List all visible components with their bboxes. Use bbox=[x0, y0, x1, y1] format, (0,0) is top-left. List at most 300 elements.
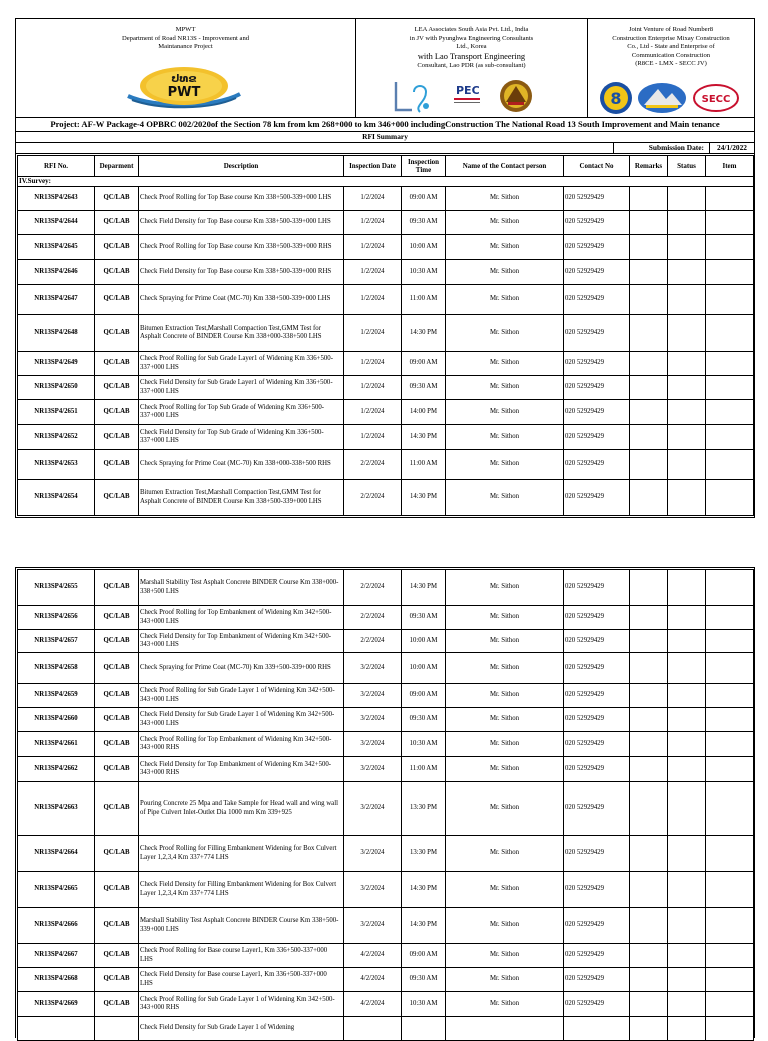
cell-inspection-date: 1/2/2024 bbox=[344, 315, 402, 352]
cell-description: Check Field Density for Top Embankment of Widening Km 342+500-343+000 LHS bbox=[139, 630, 344, 653]
cell-inspection-date: 1/2/2024 bbox=[344, 285, 402, 315]
cell-status bbox=[668, 836, 706, 872]
cell-department: QC/LAB bbox=[95, 992, 139, 1017]
cell-rfi-no: NR13SP4/2645 bbox=[18, 235, 95, 260]
table-row bbox=[18, 757, 754, 782]
cell-contact-person: Mr. Sithon bbox=[446, 376, 564, 400]
table-row bbox=[18, 708, 754, 732]
cell-rfi-no: NR13SP4/2668 bbox=[18, 968, 95, 992]
table-row bbox=[18, 992, 754, 1017]
cell-contact-person: Mr. Sithon bbox=[446, 352, 564, 376]
cell-contact-person: Mr. Sithon bbox=[446, 653, 564, 684]
table-row bbox=[18, 352, 754, 376]
cell-inspection-date: 2/2/2024 bbox=[344, 570, 402, 606]
cell-status bbox=[668, 211, 706, 235]
cell-item bbox=[706, 187, 754, 211]
cell-description: Check Spraying for Prime Coat (MC-70) Km 338+500-339+000 LHS bbox=[139, 285, 344, 315]
cell-remarks bbox=[630, 352, 668, 376]
col-description: Description bbox=[139, 156, 344, 177]
cell-contact-no bbox=[564, 1017, 630, 1041]
letterhead-contractor bbox=[588, 19, 754, 117]
cell-inspection-time: 11:00 AM bbox=[402, 450, 446, 480]
cell-description: Marshall Stability Test Asphalt Concrete BINDER Course Km 338+000-338+500 LHS bbox=[139, 570, 344, 606]
cell-inspection-time: 09:00 AM bbox=[402, 684, 446, 708]
contractor-logos-icon bbox=[588, 81, 754, 115]
cell-inspection-time: 09:00 AM bbox=[402, 944, 446, 968]
cell-item bbox=[706, 992, 754, 1017]
cell-inspection-date: 1/2/2024 bbox=[344, 400, 402, 425]
cell-rfi-no: NR13SP4/2655 bbox=[18, 570, 95, 606]
cell-item bbox=[706, 968, 754, 992]
cell-contact-no: 020 52929429 bbox=[564, 450, 630, 480]
cell-inspection-date: 2/2/2024 bbox=[344, 630, 402, 653]
cell-department: QC/LAB bbox=[95, 425, 139, 450]
cell-contact-person: Mr. Sithon bbox=[446, 235, 564, 260]
cell-item bbox=[706, 653, 754, 684]
cell-item bbox=[706, 480, 754, 516]
table-row bbox=[18, 968, 754, 992]
pwt-logo-text: PWT bbox=[167, 85, 201, 100]
cell-department: QC/LAB bbox=[95, 630, 139, 653]
cell-remarks bbox=[630, 732, 668, 757]
cell-contact-no: 020 52929429 bbox=[564, 908, 630, 944]
cell-remarks bbox=[630, 944, 668, 968]
col-department: Deparment bbox=[95, 156, 139, 177]
cell-status bbox=[668, 630, 706, 653]
cell-department: QC/LAB bbox=[95, 836, 139, 872]
col-item: Item bbox=[706, 156, 754, 177]
cell-contact-no: 020 52929429 bbox=[564, 968, 630, 992]
cell-remarks bbox=[630, 606, 668, 630]
cell-contact-person: Mr. Sithon bbox=[446, 732, 564, 757]
cell-status bbox=[668, 400, 706, 425]
cell-inspection-date: 3/2/2024 bbox=[344, 684, 402, 708]
cell-rfi-no: NR13SP4/2652 bbox=[18, 425, 95, 450]
cell-remarks bbox=[630, 450, 668, 480]
cell-department: QC/LAB bbox=[95, 211, 139, 235]
cell-inspection-time: 09:00 AM bbox=[402, 352, 446, 376]
cell-description: Check Field Density for Top Embankment of Widening Km 342+500-343+000 RHS bbox=[139, 757, 344, 782]
section-row bbox=[18, 177, 754, 187]
cell-rfi-no: NR13SP4/2664 bbox=[18, 836, 95, 872]
cell-contact-person: Mr. Sithon bbox=[446, 944, 564, 968]
cell-inspection-time: 10:00 AM bbox=[402, 653, 446, 684]
cell-status bbox=[668, 376, 706, 400]
cell-contact-person: Mr. Sithon bbox=[446, 450, 564, 480]
table-row bbox=[18, 944, 754, 968]
submission-date-row bbox=[16, 143, 754, 154]
cell-remarks bbox=[630, 836, 668, 872]
cell-inspection-date: 4/2/2024 bbox=[344, 992, 402, 1017]
cell-remarks bbox=[630, 315, 668, 352]
cell-remarks bbox=[630, 570, 668, 606]
cell-remarks bbox=[630, 708, 668, 732]
cell-inspection-time: 10:00 AM bbox=[402, 630, 446, 653]
cell-status bbox=[668, 757, 706, 782]
cell-description: Check Proof Rolling for Top Base course Km 338+500-339+000 LHS bbox=[139, 187, 344, 211]
cell-inspection-time: 14:00 PM bbox=[402, 400, 446, 425]
cell-item bbox=[706, 684, 754, 708]
cell-status bbox=[668, 187, 706, 211]
cell-item bbox=[706, 570, 754, 606]
cell-contact-no: 020 52929429 bbox=[564, 285, 630, 315]
table-row bbox=[18, 732, 754, 757]
cell-remarks bbox=[630, 260, 668, 285]
cell-contact-person: Mr. Sithon bbox=[446, 211, 564, 235]
cell-department: QC/LAB bbox=[95, 908, 139, 944]
cell-contact-person: Mr. Sithon bbox=[446, 708, 564, 732]
cell-item bbox=[706, 285, 754, 315]
cell-department: QC/LAB bbox=[95, 285, 139, 315]
lte-logo-icon bbox=[500, 80, 532, 112]
cell-remarks bbox=[630, 376, 668, 400]
cell-rfi-no: NR13SP4/2653 bbox=[18, 450, 95, 480]
cell-department: QC/LAB bbox=[95, 260, 139, 285]
cell-rfi-no bbox=[18, 1017, 95, 1041]
cell-description: Check Field Density for Top Base course Km 338+500-339+000 RHS bbox=[139, 260, 344, 285]
cell-remarks bbox=[630, 235, 668, 260]
cell-description: Check Proof Rolling for Top Sub Grade of Widening Km 336+500-337+000 LHS bbox=[139, 400, 344, 425]
cell-item bbox=[706, 211, 754, 235]
project-title: Project: AF-W Package-4 OPBRC 002/2020of the Section 78 km from km 268+000 to km 346+000 includingConstruction The National Road 13 South Improvement and Main tenance bbox=[16, 118, 754, 132]
cell-contact-no: 020 52929429 bbox=[564, 653, 630, 684]
cell-status bbox=[668, 606, 706, 630]
rfi-table bbox=[17, 155, 754, 516]
cell-description: Check Field Density for Sub Grade Layer 1 of Widening Km 342+500-343+000 LHS bbox=[139, 708, 344, 732]
cell-contact-no: 020 52929429 bbox=[564, 708, 630, 732]
cell-contact-no: 020 52929429 bbox=[564, 211, 630, 235]
cell-remarks bbox=[630, 480, 668, 516]
cell-item bbox=[706, 352, 754, 376]
cell-rfi-no: NR13SP4/2665 bbox=[18, 872, 95, 908]
cell-remarks bbox=[630, 425, 668, 450]
cell-contact-person: Mr. Sithon bbox=[446, 315, 564, 352]
table-row bbox=[18, 285, 754, 315]
cell-contact-person: Mr. Sithon bbox=[446, 425, 564, 450]
col-rfi-no: RFI No. bbox=[18, 156, 95, 177]
cell-inspection-date: 3/2/2024 bbox=[344, 872, 402, 908]
submission-date-value: 24/1/2022 bbox=[709, 143, 754, 153]
cell-contact-person: Mr. Sithon bbox=[446, 480, 564, 516]
cell-inspection-date: 3/2/2024 bbox=[344, 836, 402, 872]
cell-inspection-date: 3/2/2024 bbox=[344, 732, 402, 757]
cell-department bbox=[95, 1017, 139, 1041]
cell-status bbox=[668, 570, 706, 606]
cell-department: QC/LAB bbox=[95, 315, 139, 352]
cell-status bbox=[668, 872, 706, 908]
cell-department: QC/LAB bbox=[95, 653, 139, 684]
cell-inspection-time: 10:00 AM bbox=[402, 235, 446, 260]
cell-inspection-time: 11:00 AM bbox=[402, 757, 446, 782]
cell-inspection-time: 11:00 AM bbox=[402, 285, 446, 315]
table-header-row bbox=[18, 156, 754, 177]
cell-description: Check Spraying for Prime Coat (MC-70) Km 338+000-338+500 RHS bbox=[139, 450, 344, 480]
consultant-line-5: Consultant, Lao PDR (as sub-consultant) bbox=[417, 61, 526, 69]
cell-contact-no: 020 52929429 bbox=[564, 376, 630, 400]
cell-remarks bbox=[630, 684, 668, 708]
cell-status bbox=[668, 352, 706, 376]
summary-title: RFI Summary bbox=[16, 132, 754, 143]
contractor-line-2: Construction Enterprise Mixay Construction bbox=[612, 34, 730, 42]
cell-contact-person: Mr. Sithon bbox=[446, 992, 564, 1017]
table-row bbox=[18, 630, 754, 653]
cell-item bbox=[706, 400, 754, 425]
cell-inspection-time: 14:30 PM bbox=[402, 425, 446, 450]
cell-remarks bbox=[630, 992, 668, 1017]
cell-inspection-time: 14:30 PM bbox=[402, 570, 446, 606]
pec-logo-icon bbox=[454, 84, 480, 103]
cell-rfi-no: NR13SP4/2660 bbox=[18, 708, 95, 732]
table-row bbox=[18, 400, 754, 425]
cell-rfi-no: NR13SP4/2643 bbox=[18, 187, 95, 211]
table-row bbox=[18, 260, 754, 285]
cell-status bbox=[668, 480, 706, 516]
cell-status bbox=[668, 653, 706, 684]
cell-description: Check Proof Rolling for Top Embankment of Widening Km 342+500-343+000 RHS bbox=[139, 732, 344, 757]
cell-description: Check Proof Rolling for Filling Embankment Widening for Box Culvert Layer 1,2,3,4 Km 337+774 LHS bbox=[139, 836, 344, 872]
cell-status bbox=[668, 1017, 706, 1041]
cell-status bbox=[668, 315, 706, 352]
cell-item bbox=[706, 260, 754, 285]
cell-remarks bbox=[630, 757, 668, 782]
letterhead-consultant bbox=[356, 19, 588, 117]
cell-inspection-date: 2/2/2024 bbox=[344, 606, 402, 630]
table-row bbox=[18, 570, 754, 606]
cell-remarks bbox=[630, 285, 668, 315]
cell-remarks bbox=[630, 872, 668, 908]
cell-contact-no: 020 52929429 bbox=[564, 315, 630, 352]
cell-rfi-no: NR13SP4/2667 bbox=[18, 944, 95, 968]
table-row bbox=[18, 480, 754, 516]
table-row bbox=[18, 836, 754, 872]
cell-contact-person: Mr. Sithon bbox=[446, 782, 564, 836]
cell-status bbox=[668, 968, 706, 992]
cell-contact-no: 020 52929429 bbox=[564, 630, 630, 653]
cell-remarks bbox=[630, 187, 668, 211]
cell-inspection-date: 3/2/2024 bbox=[344, 782, 402, 836]
cell-rfi-no: NR13SP4/2663 bbox=[18, 782, 95, 836]
cell-department: QC/LAB bbox=[95, 606, 139, 630]
contractor-line-4: Communication Construction bbox=[631, 51, 711, 59]
cell-description: Marshall Stability Test Asphalt Concrete BINDER Course Km 338+500-339+000 LHS bbox=[139, 908, 344, 944]
cell-status bbox=[668, 944, 706, 968]
cell-contact-no: 020 52929429 bbox=[564, 400, 630, 425]
cell-inspection-time: 09:30 AM bbox=[402, 708, 446, 732]
cell-rfi-no: NR13SP4/2659 bbox=[18, 684, 95, 708]
pwt-logo-icon bbox=[124, 66, 244, 110]
rfi-summary-page-2 bbox=[15, 567, 755, 1038]
cell-item bbox=[706, 450, 754, 480]
cell-contact-no: 020 52929429 bbox=[564, 944, 630, 968]
cell-description: Check Proof Rolling for Sub Grade Layer 1 of Widening Km 342+500-343+000 RHS bbox=[139, 992, 344, 1017]
consultant-line-2: in JV with Pyunghwa Engineering Consultants bbox=[409, 34, 534, 42]
cell-contact-person: Mr. Sithon bbox=[446, 872, 564, 908]
cell-contact-person: Mr. Sithon bbox=[446, 285, 564, 315]
r8ce-logo-icon bbox=[600, 82, 632, 114]
cell-inspection-time: 13:30 PM bbox=[402, 836, 446, 872]
cell-contact-no: 020 52929429 bbox=[564, 992, 630, 1017]
cell-contact-no: 020 52929429 bbox=[564, 235, 630, 260]
cell-contact-no: 020 52929429 bbox=[564, 757, 630, 782]
cell-description: Check Proof Rolling for Base course Layer1, Km 336+500-337+000 LHS bbox=[139, 944, 344, 968]
cell-item bbox=[706, 708, 754, 732]
cell-status bbox=[668, 260, 706, 285]
submission-date-label: Submission Date: bbox=[613, 143, 708, 153]
table-row bbox=[18, 684, 754, 708]
cell-department: QC/LAB bbox=[95, 757, 139, 782]
contractor-line-3: Co., Ltd - State and Enterprise of bbox=[627, 43, 715, 51]
cell-inspection-time: 14:30 PM bbox=[402, 480, 446, 516]
cell-contact-no: 020 52929429 bbox=[564, 782, 630, 836]
cell-status bbox=[668, 425, 706, 450]
cell-department: QC/LAB bbox=[95, 352, 139, 376]
cell-description: Check Spraying for Prime Coat (MC-70) Km 339+500-339+000 RHS bbox=[139, 653, 344, 684]
cell-contact-person: Mr. Sithon bbox=[446, 260, 564, 285]
cell-inspection-time: 10:30 AM bbox=[402, 732, 446, 757]
cell-item bbox=[706, 315, 754, 352]
cell-inspection-date: 4/2/2024 bbox=[344, 968, 402, 992]
cell-contact-person: Mr. Sithon bbox=[446, 630, 564, 653]
table-row bbox=[18, 1017, 754, 1041]
lea-logo-icon bbox=[396, 82, 429, 112]
consultant-line-1: LEA Associates South Asia Pvt. Ltd., India bbox=[414, 26, 529, 33]
cell-contact-no: 020 52929429 bbox=[564, 872, 630, 908]
cell-inspection-time: 14:30 PM bbox=[402, 908, 446, 944]
cell-department: QC/LAB bbox=[95, 480, 139, 516]
table-row bbox=[18, 425, 754, 450]
cell-rfi-no: NR13SP4/2669 bbox=[18, 992, 95, 1017]
cell-contact-person: Mr. Sithon bbox=[446, 968, 564, 992]
cell-contact-person: Mr. Sithon bbox=[446, 757, 564, 782]
cell-status bbox=[668, 235, 706, 260]
cell-remarks bbox=[630, 782, 668, 836]
cell-item bbox=[706, 872, 754, 908]
cell-inspection-date: 3/2/2024 bbox=[344, 757, 402, 782]
cell-inspection-time: 10:30 AM bbox=[402, 260, 446, 285]
cell-remarks bbox=[630, 968, 668, 992]
cell-inspection-time: 10:30 AM bbox=[402, 992, 446, 1017]
cell-inspection-date: 1/2/2024 bbox=[344, 211, 402, 235]
cell-inspection-date: 4/2/2024 bbox=[344, 944, 402, 968]
cell-department: QC/LAB bbox=[95, 187, 139, 211]
cell-rfi-no: NR13SP4/2661 bbox=[18, 732, 95, 757]
contractor-line-5: (R8CE - LMX - SECC JV) bbox=[635, 60, 707, 68]
cell-inspection-time: 09:30 AM bbox=[402, 376, 446, 400]
cell-contact-no: 020 52929429 bbox=[564, 606, 630, 630]
cell-description: Bitumen Extraction Test,Marshall Compaction Test,GMM Test for Asphalt Concrete of BINDER Course Km 338+000-338+500 LHS bbox=[139, 315, 344, 352]
cell-contact-no: 020 52929429 bbox=[564, 570, 630, 606]
pec-logo-text: PEC bbox=[456, 84, 480, 97]
col-status: Status bbox=[668, 156, 706, 177]
cell-remarks bbox=[630, 908, 668, 944]
col-contact-person: Name of the Contact person bbox=[446, 156, 564, 177]
cell-description: Check Field Density for Filling Embankment Widening for Box Culvert Layer 1,2,3,4 Km 337+774 LHS bbox=[139, 872, 344, 908]
cell-inspection-date: 2/2/2024 bbox=[344, 480, 402, 516]
table-row bbox=[18, 872, 754, 908]
cell-item bbox=[706, 908, 754, 944]
col-contact-no: Contact No bbox=[564, 156, 630, 177]
client-line-3: Maintanance Project bbox=[158, 43, 213, 51]
cell-inspection-date: 1/2/2024 bbox=[344, 187, 402, 211]
cell-department: QC/LAB bbox=[95, 235, 139, 260]
cell-department: QC/LAB bbox=[95, 570, 139, 606]
cell-contact-person: Mr. Sithon bbox=[446, 570, 564, 606]
cell-inspection-date: 1/2/2024 bbox=[344, 352, 402, 376]
cell-item bbox=[706, 1017, 754, 1041]
cell-rfi-no: NR13SP4/2649 bbox=[18, 352, 95, 376]
cell-rfi-no: NR13SP4/2648 bbox=[18, 315, 95, 352]
table-row bbox=[18, 315, 754, 352]
cell-inspection-time: 14:30 PM bbox=[402, 315, 446, 352]
cell-inspection-date: 1/2/2024 bbox=[344, 235, 402, 260]
client-line-1: MPWT bbox=[175, 26, 196, 33]
cell-item bbox=[706, 235, 754, 260]
cell-description: Check Proof Rolling for Top Embankment of Widening Km 342+500-343+000 LHS bbox=[139, 606, 344, 630]
cell-department: QC/LAB bbox=[95, 376, 139, 400]
table-row bbox=[18, 187, 754, 211]
cell-remarks bbox=[630, 400, 668, 425]
table-row bbox=[18, 908, 754, 944]
cell-department: QC/LAB bbox=[95, 944, 139, 968]
cell-contact-no: 020 52929429 bbox=[564, 732, 630, 757]
contractor-line-1: Joint Venture of Road Number8 bbox=[628, 26, 714, 33]
cell-rfi-no: NR13SP4/2657 bbox=[18, 630, 95, 653]
cell-inspection-date: 3/2/2024 bbox=[344, 708, 402, 732]
cell-rfi-no: NR13SP4/2656 bbox=[18, 606, 95, 630]
rfi-table-continued bbox=[17, 569, 754, 1041]
cell-contact-person: Mr. Sithon bbox=[446, 836, 564, 872]
cell-item bbox=[706, 944, 754, 968]
cell-description: Check Field Density for Top Sub Grade of Widening Km 336+500-337+000 LHS bbox=[139, 425, 344, 450]
cell-description: Check Proof Rolling for Top Base course Km 338+500-339+000 RHS bbox=[139, 235, 344, 260]
cell-remarks bbox=[630, 630, 668, 653]
cell-rfi-no: NR13SP4/2666 bbox=[18, 908, 95, 944]
cell-contact-person: Mr. Sithon bbox=[446, 400, 564, 425]
secc-logo-text: SECC bbox=[701, 94, 731, 105]
cell-rfi-no: NR13SP4/2651 bbox=[18, 400, 95, 425]
col-inspection-time: Inspection Time bbox=[402, 156, 446, 177]
cell-description: Pouring Concrete 25 Mpa and Take Sample for Head wall and wing wall of Pipe Culvert Inlet-Outlet Dia 1000 mm Km 339+925 bbox=[139, 782, 344, 836]
cell-item bbox=[706, 630, 754, 653]
cell-rfi-no: NR13SP4/2662 bbox=[18, 757, 95, 782]
svg-text:8: 8 bbox=[610, 89, 622, 108]
cell-item bbox=[706, 732, 754, 757]
cell-status bbox=[668, 708, 706, 732]
table-row bbox=[18, 782, 754, 836]
cell-item bbox=[706, 782, 754, 836]
cell-rfi-no: NR13SP4/2654 bbox=[18, 480, 95, 516]
table-row bbox=[18, 606, 754, 630]
cell-inspection-date: 1/2/2024 bbox=[344, 376, 402, 400]
cell-description: Check Field Density for Sub Grade Layer 1 of Widening bbox=[139, 1017, 344, 1041]
secc-logo-icon bbox=[694, 85, 738, 111]
letterhead bbox=[16, 19, 754, 118]
cell-inspection-time: 09:30 AM bbox=[402, 606, 446, 630]
cell-inspection-time: 09:30 AM bbox=[402, 211, 446, 235]
lmx-logo-icon bbox=[638, 83, 686, 113]
client-line-2: Department of Road NR13S - Improvement and bbox=[121, 34, 250, 42]
cell-description: Check Proof Rolling for Sub Grade Layer 1 of Widening Km 342+500-343+000 LHS bbox=[139, 684, 344, 708]
cell-department: QC/LAB bbox=[95, 684, 139, 708]
cell-contact-person: Mr. Sithon bbox=[446, 908, 564, 944]
cell-inspection-time bbox=[402, 1017, 446, 1041]
cell-rfi-no: NR13SP4/2650 bbox=[18, 376, 95, 400]
section-label: IV.Survey: bbox=[18, 177, 754, 187]
col-remarks: Remarks bbox=[630, 156, 668, 177]
cell-status bbox=[668, 450, 706, 480]
cell-contact-no: 020 52929429 bbox=[564, 480, 630, 516]
cell-inspection-time: 14:30 PM bbox=[402, 872, 446, 908]
